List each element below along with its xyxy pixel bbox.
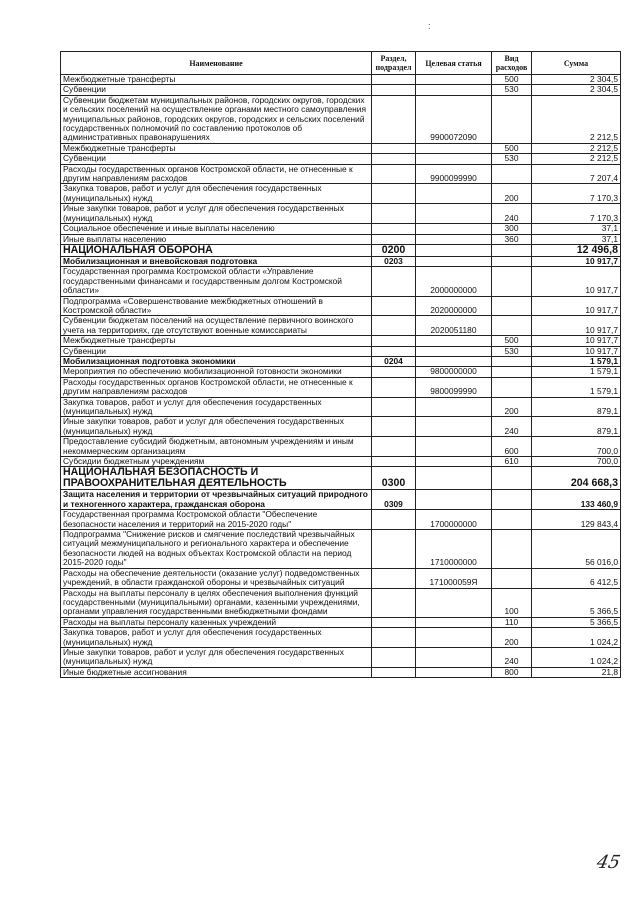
row-section-code [372, 85, 416, 95]
row-sum: 1 579,1 [532, 377, 621, 397]
row-name: Подпрограмма «Совершенствование межбюджетных отношений в Костромской области» [61, 296, 372, 316]
row-expense-kind [492, 568, 532, 588]
table-row [61, 267, 621, 296]
row-sum: 2 304,5 [532, 85, 621, 95]
row-expense-kind: 530 [492, 85, 532, 95]
row-target-code [416, 224, 492, 234]
row-sum: 1 579,1 [532, 367, 621, 377]
row-expense-kind: 500 [492, 75, 532, 85]
row-expense-kind [492, 377, 532, 397]
row-target-code [416, 667, 492, 677]
row-name: Расходы государственных органов Костромской области, не отнесенные к другим направлениям расходов [61, 377, 372, 397]
row-target-code [416, 204, 492, 224]
row-expense-kind: 200 [492, 628, 532, 648]
row-expense-kind [492, 316, 532, 336]
row-section-code [372, 316, 416, 336]
row-sum: 7 170,3 [532, 184, 621, 204]
row-target-code: 2020051180 [416, 316, 492, 336]
table-row [61, 628, 621, 648]
row-name: Межбюджетные трансферты [61, 143, 372, 153]
row-expense-kind: 200 [492, 397, 532, 417]
table-row [61, 530, 621, 569]
row-section-code [372, 617, 416, 627]
row-sum: 10 917,7 [532, 267, 621, 296]
row-expense-kind [492, 256, 532, 266]
row-name: Иные выплаты населению [61, 234, 372, 244]
row-sum: 2 212,5 [532, 154, 621, 164]
row-section-code: 0204 [372, 356, 416, 366]
row-expense-kind [492, 467, 532, 490]
table-row [61, 234, 621, 244]
table-row [61, 224, 621, 234]
scan-mark: : [428, 21, 431, 31]
table-row [61, 164, 621, 184]
row-sum: 10 917,7 [532, 296, 621, 316]
row-section-code: 0309 [372, 490, 416, 510]
row-sum: 10 917,7 [532, 336, 621, 346]
row-expense-kind: 240 [492, 417, 532, 437]
row-section-code [372, 437, 416, 457]
row-target-code [416, 647, 492, 667]
row-sum: 7 170,3 [532, 204, 621, 224]
row-target-code: 9800000000 [416, 367, 492, 377]
row-section-code [372, 457, 416, 467]
row-section-code [372, 530, 416, 569]
row-target-code [416, 356, 492, 366]
row-sum: 1 024,2 [532, 647, 621, 667]
row-name: Субвенции [61, 85, 372, 95]
row-section-code [372, 143, 416, 153]
row-sum: 2 212,5 [532, 143, 621, 153]
table-row [61, 667, 621, 677]
table-row [61, 336, 621, 346]
row-section-code [372, 75, 416, 85]
row-sum: 133 460,9 [532, 490, 621, 510]
row-section-code [372, 336, 416, 346]
row-name: Межбюджетные трансферты [61, 336, 372, 346]
row-target-code [416, 256, 492, 266]
table-row [61, 204, 621, 224]
header-section: Раздел, подраздел [372, 52, 416, 75]
row-expense-kind: 500 [492, 336, 532, 346]
row-name: Подпрограмма "Снижение рисков и смягчение последствий чрезвычайных ситуаций межмуниципального и регионального характера и обеспечение безопасности людей на водных объектах Костромской области на период 2015-2020 годы" [61, 530, 372, 569]
row-target-code [416, 628, 492, 648]
row-name: Иные закупки товаров, работ и услуг для обеспечения государственных (муниципальных) нужд [61, 647, 372, 667]
row-sum: 10 917,7 [532, 316, 621, 336]
row-section-code [372, 204, 416, 224]
header-sum: Сумма [532, 52, 621, 75]
row-sum: 6 412,5 [532, 568, 621, 588]
row-sum: 7 207,4 [532, 164, 621, 184]
row-section-code [372, 628, 416, 648]
row-name: Иные закупки товаров, работ и услуг для обеспечения государственных (муниципальных) нужд [61, 417, 372, 437]
row-expense-kind [492, 296, 532, 316]
row-sum: 5 366,5 [532, 588, 621, 617]
row-name: Иные закупки товаров, работ и услуг для обеспечения государственных (муниципальных) нужд [61, 204, 372, 224]
row-name: Расходы на выплаты персоналу казенных учреждений [61, 617, 372, 627]
row-expense-kind [492, 267, 532, 296]
row-expense-kind [492, 530, 532, 569]
row-name: Субвенции [61, 346, 372, 356]
row-name: Мобилизационная и вневойсковая подготовка [61, 256, 372, 266]
table-row [61, 184, 621, 204]
row-section-code [372, 296, 416, 316]
row-sum: 37,1 [532, 224, 621, 234]
table-row [61, 437, 621, 457]
row-expense-kind [492, 95, 532, 143]
row-expense-kind: 100 [492, 588, 532, 617]
row-target-code: 9800099990 [416, 377, 492, 397]
table-row [61, 154, 621, 164]
row-name: Субвенции бюджетам муниципальных районов, городских округов, городских и сельских поселений на осуществление органами местного самоуправления муниципальных районов, городских округов, городских и сельских поселений государственных полномочий по составлению протоколов об административных правонарушениях [61, 95, 372, 143]
row-expense-kind: 610 [492, 457, 532, 467]
row-expense-kind: 800 [492, 667, 532, 677]
row-expense-kind: 240 [492, 647, 532, 667]
table-row [61, 95, 621, 143]
row-sum: 5 366,5 [532, 617, 621, 627]
row-section-code [372, 164, 416, 184]
row-target-code [416, 617, 492, 627]
row-section-code [372, 95, 416, 143]
row-target-code [416, 85, 492, 95]
row-section-code [372, 346, 416, 356]
row-expense-kind [492, 510, 532, 530]
row-name: Расходы на обеспечение деятельности (оказание услуг) подведомственных учреждений, в области гражданской обороны и чрезвычайных ситуаций [61, 568, 372, 588]
row-target-code [416, 588, 492, 617]
header-name: Наименование [61, 52, 372, 75]
row-target-code: 2000000000 [416, 267, 492, 296]
row-name: Государственная программа Костромской области "Обеспечение безопасности населения и территорий на 2015-2020 годы" [61, 510, 372, 530]
table-row [61, 490, 621, 510]
table-row [61, 75, 621, 85]
table-row [61, 568, 621, 588]
row-target-code [416, 75, 492, 85]
row-section-code: 0300 [372, 467, 416, 490]
row-name: Государственная программа Костромской области «Управление государственными финансами и государственным долгом Костромской области» [61, 267, 372, 296]
row-name: Социальное обеспечение и иные выплаты населению [61, 224, 372, 234]
row-name: Субсидии бюджетным учреждениям [61, 457, 372, 467]
row-name: Предоставление субсидий бюджетным, автономным учреждениям и иным некоммерческим организациям [61, 437, 372, 457]
row-sum: 1 579,1 [532, 356, 621, 366]
row-section-code: 0200 [372, 244, 416, 256]
row-target-code: 9900099990 [416, 164, 492, 184]
row-expense-kind [492, 490, 532, 510]
row-section-code [372, 588, 416, 617]
table-header-row [61, 52, 621, 75]
row-name: НАЦИОНАЛЬНАЯ ОБОРОНА [61, 244, 372, 256]
row-section-code [372, 397, 416, 417]
row-name: Субвенции [61, 154, 372, 164]
row-expense-kind: 240 [492, 204, 532, 224]
row-sum: 1 024,2 [532, 628, 621, 648]
row-section-code [372, 510, 416, 530]
row-target-code: 171000059Я [416, 568, 492, 588]
table-row [61, 510, 621, 530]
row-section-code [372, 417, 416, 437]
table-row [61, 467, 621, 490]
row-expense-kind [492, 356, 532, 366]
row-target-code [416, 437, 492, 457]
table-row [61, 346, 621, 356]
row-target-code: 1700000000 [416, 510, 492, 530]
row-name: Закупка товаров, работ и услуг для обеспечения государственных (муниципальных) нужд [61, 397, 372, 417]
row-expense-kind: 110 [492, 617, 532, 627]
row-section-code [372, 234, 416, 244]
row-section-code [372, 377, 416, 397]
row-expense-kind [492, 244, 532, 256]
table-row [61, 316, 621, 336]
row-name: Закупка товаров, работ и услуг для обеспечения государственных (муниципальных) нужд [61, 184, 372, 204]
row-section-code [372, 184, 416, 204]
table-row [61, 397, 621, 417]
row-target-code: 2020000000 [416, 296, 492, 316]
row-expense-kind: 360 [492, 234, 532, 244]
row-target-code [416, 244, 492, 256]
table-row [61, 647, 621, 667]
row-name: Иные бюджетные ассигнования [61, 667, 372, 677]
row-target-code [416, 457, 492, 467]
row-name: Мероприятия по обеспечению мобилизационной готовности экономики [61, 367, 372, 377]
row-sum: 2 304,5 [532, 75, 621, 85]
row-expense-kind [492, 367, 532, 377]
row-sum: 56 016,0 [532, 530, 621, 569]
row-name: Субвенции бюджетам поселений на осуществление первичного воинского учета на территориях, где отсутствуют военные комиссариаты [61, 316, 372, 336]
row-sum: 2 212,5 [532, 95, 621, 143]
row-section-code [372, 224, 416, 234]
row-target-code [416, 467, 492, 490]
row-sum: 700,0 [532, 437, 621, 457]
row-sum: 10 917,7 [532, 256, 621, 266]
row-section-code [372, 667, 416, 677]
row-target-code [416, 490, 492, 510]
row-expense-kind: 600 [492, 437, 532, 457]
table-row [61, 377, 621, 397]
row-name: НАЦИОНАЛЬНАЯ БЕЗОПАСНОСТЬ И ПРАВООХРАНИТЕЛЬНАЯ ДЕЯТЕЛЬНОСТЬ [61, 467, 372, 490]
table-row [61, 256, 621, 266]
row-section-code [372, 267, 416, 296]
row-expense-kind: 530 [492, 346, 532, 356]
row-sum: 12 496,8 [532, 244, 621, 256]
row-expense-kind [492, 164, 532, 184]
table-row [61, 143, 621, 153]
page-number: 45 [594, 852, 623, 873]
row-expense-kind: 500 [492, 143, 532, 153]
row-section-code [372, 367, 416, 377]
row-sum: 37,1 [532, 234, 621, 244]
row-name: Расходы на выплаты персоналу в целях обеспечения выполнения функций государственными (муниципальными) органами, казенными учреждениями, органами управления государственными внебюджетными фондами [61, 588, 372, 617]
row-name: Мобилизационная подготовка экономики [61, 356, 372, 366]
row-expense-kind: 200 [492, 184, 532, 204]
budget-table [60, 51, 621, 678]
row-target-code [416, 154, 492, 164]
table-row [61, 85, 621, 95]
row-name: Расходы государственных органов Костромской области, не отнесенные к другим направлениям расходов [61, 164, 372, 184]
row-name: Защита населения и территории от чрезвычайных ситуаций природного и техногенного характера, гражданская оборона [61, 490, 372, 510]
row-sum: 21,8 [532, 667, 621, 677]
row-section-code: 0203 [372, 256, 416, 266]
table-row [61, 617, 621, 627]
row-sum: 700,0 [532, 457, 621, 467]
row-section-code [372, 154, 416, 164]
header-kind: Вид расходов [492, 52, 532, 75]
row-name: Закупка товаров, работ и услуг для обеспечения государственных (муниципальных) нужд [61, 628, 372, 648]
row-target-code: 9900072090 [416, 95, 492, 143]
row-target-code [416, 184, 492, 204]
table-row [61, 367, 621, 377]
row-target-code [416, 397, 492, 417]
table-row [61, 417, 621, 437]
row-target-code: 1710000000 [416, 530, 492, 569]
row-name: Межбюджетные трансферты [61, 75, 372, 85]
row-sum: 204 668,3 [532, 467, 621, 490]
row-target-code [416, 234, 492, 244]
table-row [61, 244, 621, 256]
header-target: Целевая статья [416, 52, 492, 75]
table-row [61, 457, 621, 467]
table-row [61, 356, 621, 366]
table-row [61, 296, 621, 316]
row-target-code [416, 143, 492, 153]
row-sum: 879,1 [532, 417, 621, 437]
row-sum: 10 917,7 [532, 346, 621, 356]
row-target-code [416, 417, 492, 437]
row-sum: 879,1 [532, 397, 621, 417]
row-expense-kind: 530 [492, 154, 532, 164]
table-row [61, 588, 621, 617]
table-body [61, 75, 621, 678]
row-expense-kind: 300 [492, 224, 532, 234]
row-sum: 129 843,4 [532, 510, 621, 530]
row-target-code [416, 336, 492, 346]
row-section-code [372, 568, 416, 588]
row-target-code [416, 346, 492, 356]
row-section-code [372, 647, 416, 667]
